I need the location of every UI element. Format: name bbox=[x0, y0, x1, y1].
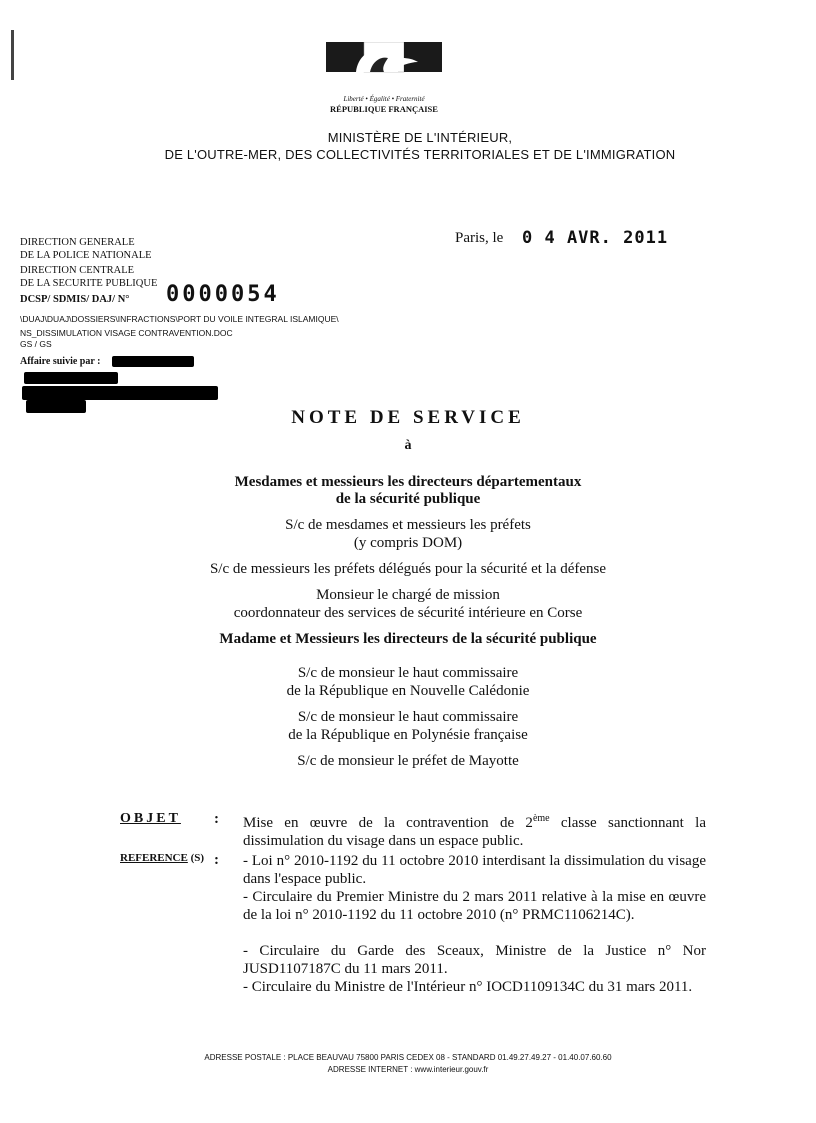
addressee-8: S/c de monsieur le préfet de Mayotte bbox=[297, 753, 519, 769]
addressee-1-line-2: de la sécurité publique bbox=[335, 491, 481, 507]
redaction-bar bbox=[22, 386, 218, 400]
reference-label: DCSP/ SDMIS/ DAJ/ N° bbox=[20, 294, 130, 305]
addressee-4-line-2: coordonnateur des services de sécurité intérieure en Corse bbox=[233, 605, 583, 621]
file-name: NS_DISSIMULATION VISAGE CONTRAVENTION.DOC bbox=[20, 328, 233, 338]
objet-text-start: Mise en œuvre de la contravention de 2 bbox=[243, 815, 533, 831]
reference-item-4: - Circulaire du Ministre de l'Intérieur n° IOCD1109134C du 31 mars 2011. bbox=[243, 979, 693, 995]
direction-line-4: DE LA SECURITE PUBLIQUE bbox=[20, 278, 158, 289]
reference-colon: : bbox=[214, 852, 219, 868]
addressee-7-line-1: S/c de monsieur le haut commissaire bbox=[297, 709, 519, 725]
scan-mark bbox=[11, 30, 14, 80]
reference-section-label bbox=[120, 852, 204, 864]
date-stamp: 0 4 AVR. 2011 bbox=[522, 228, 669, 248]
reference-item-2: - Circulaire du Premier Ministre du 2 mars 2011 relative à la mise en œuvre de la loi n° 2010-1192 du 11 octobre 2010 (n° PRMC1106214C). bbox=[243, 889, 706, 923]
addressee-3: S/c de messieurs les préfets délégués pour la sécurité et la défense bbox=[209, 561, 607, 577]
direction-line-2: DE LA POLICE NATIONALE bbox=[20, 250, 152, 261]
direction-line-1: DIRECTION GENERALE bbox=[20, 237, 135, 248]
reference-number: 0000054 bbox=[166, 282, 280, 307]
motto: Liberté • Égalité • Fraternité bbox=[343, 95, 425, 103]
addressee-2-line-2: (y compris DOM) bbox=[353, 535, 463, 551]
redaction-bar bbox=[112, 356, 194, 367]
marianne-emblem-icon bbox=[326, 42, 442, 90]
initials: GS / GS bbox=[20, 339, 52, 349]
addressee-6-line-1: S/c de monsieur le haut commissaire bbox=[297, 665, 519, 681]
redaction-bar bbox=[24, 372, 118, 384]
reference-label-text: REFERENCE bbox=[120, 852, 188, 864]
objet-colon: : bbox=[214, 811, 219, 827]
ministry-line-2: DE L'OUTRE-MER, DES COLLECTIVITÉS TERRITORIALES ET DE L'IMMIGRATION bbox=[164, 147, 676, 162]
republic-logo bbox=[326, 42, 442, 114]
addressee-1-line-1: Mesdames et messieurs les directeurs départementaux bbox=[234, 474, 582, 490]
objet-text bbox=[243, 810, 706, 850]
reference-item-3: - Circulaire du Garde des Sceaux, Ministre de la Justice n° Nor JUSD1107187C du 11 mars 2011. bbox=[243, 943, 706, 977]
addressee-7-line-2: de la République en Polynésie française bbox=[288, 727, 528, 743]
objet-text-end: classe sanctionnant la dissimulation du visage dans un espace public. bbox=[243, 815, 706, 849]
footer-web-address: ADRESSE INTERNET : www.interieur.gouv.fr bbox=[327, 1065, 489, 1074]
addressee-6-line-2: de la République en Nouvelle Calédonie bbox=[286, 683, 530, 699]
footer-postal-address: ADRESSE POSTALE : PLACE BEAUVAU 75800 PARIS CEDEX 08 - STANDARD 01.49.27.49.27 - 01.40.07.60.60 bbox=[204, 1053, 612, 1062]
reference-item-1: - Loi n° 2010-1192 du 11 octobre 2010 interdisant la dissimulation du visage dans l'espace public. bbox=[243, 853, 706, 887]
objet-superscript: ème bbox=[532, 813, 550, 824]
ministry-line-1: MINISTÈRE DE L'INTÉRIEUR, bbox=[327, 130, 513, 145]
objet-label: OBJET bbox=[120, 811, 181, 826]
addressee-4-line-1: Monsieur le chargé de mission bbox=[316, 587, 500, 603]
redaction-bar bbox=[26, 400, 86, 413]
affaire-label: Affaire suivie par : bbox=[20, 356, 101, 367]
document-title: NOTE DE SERVICE bbox=[291, 407, 525, 428]
date-prefix: Paris, le bbox=[455, 230, 504, 246]
reference-label-suffix: (S) bbox=[187, 852, 205, 864]
file-path: \DUAJ\DUAJ\DOSSIERS\INFRACTIONS\PORT DU VOILE INTEGRAL ISLAMIQUE\ bbox=[20, 314, 339, 324]
addressee-2-line-1: S/c de mesdames et messieurs les préfets bbox=[285, 517, 531, 533]
to-label: à bbox=[404, 438, 412, 453]
addressee-5: Madame et Messieurs les directeurs de la sécurité publique bbox=[219, 631, 597, 647]
direction-line-3: DIRECTION CENTRALE bbox=[20, 265, 135, 276]
republic-label: RÉPUBLIQUE FRANÇAISE bbox=[330, 104, 438, 114]
